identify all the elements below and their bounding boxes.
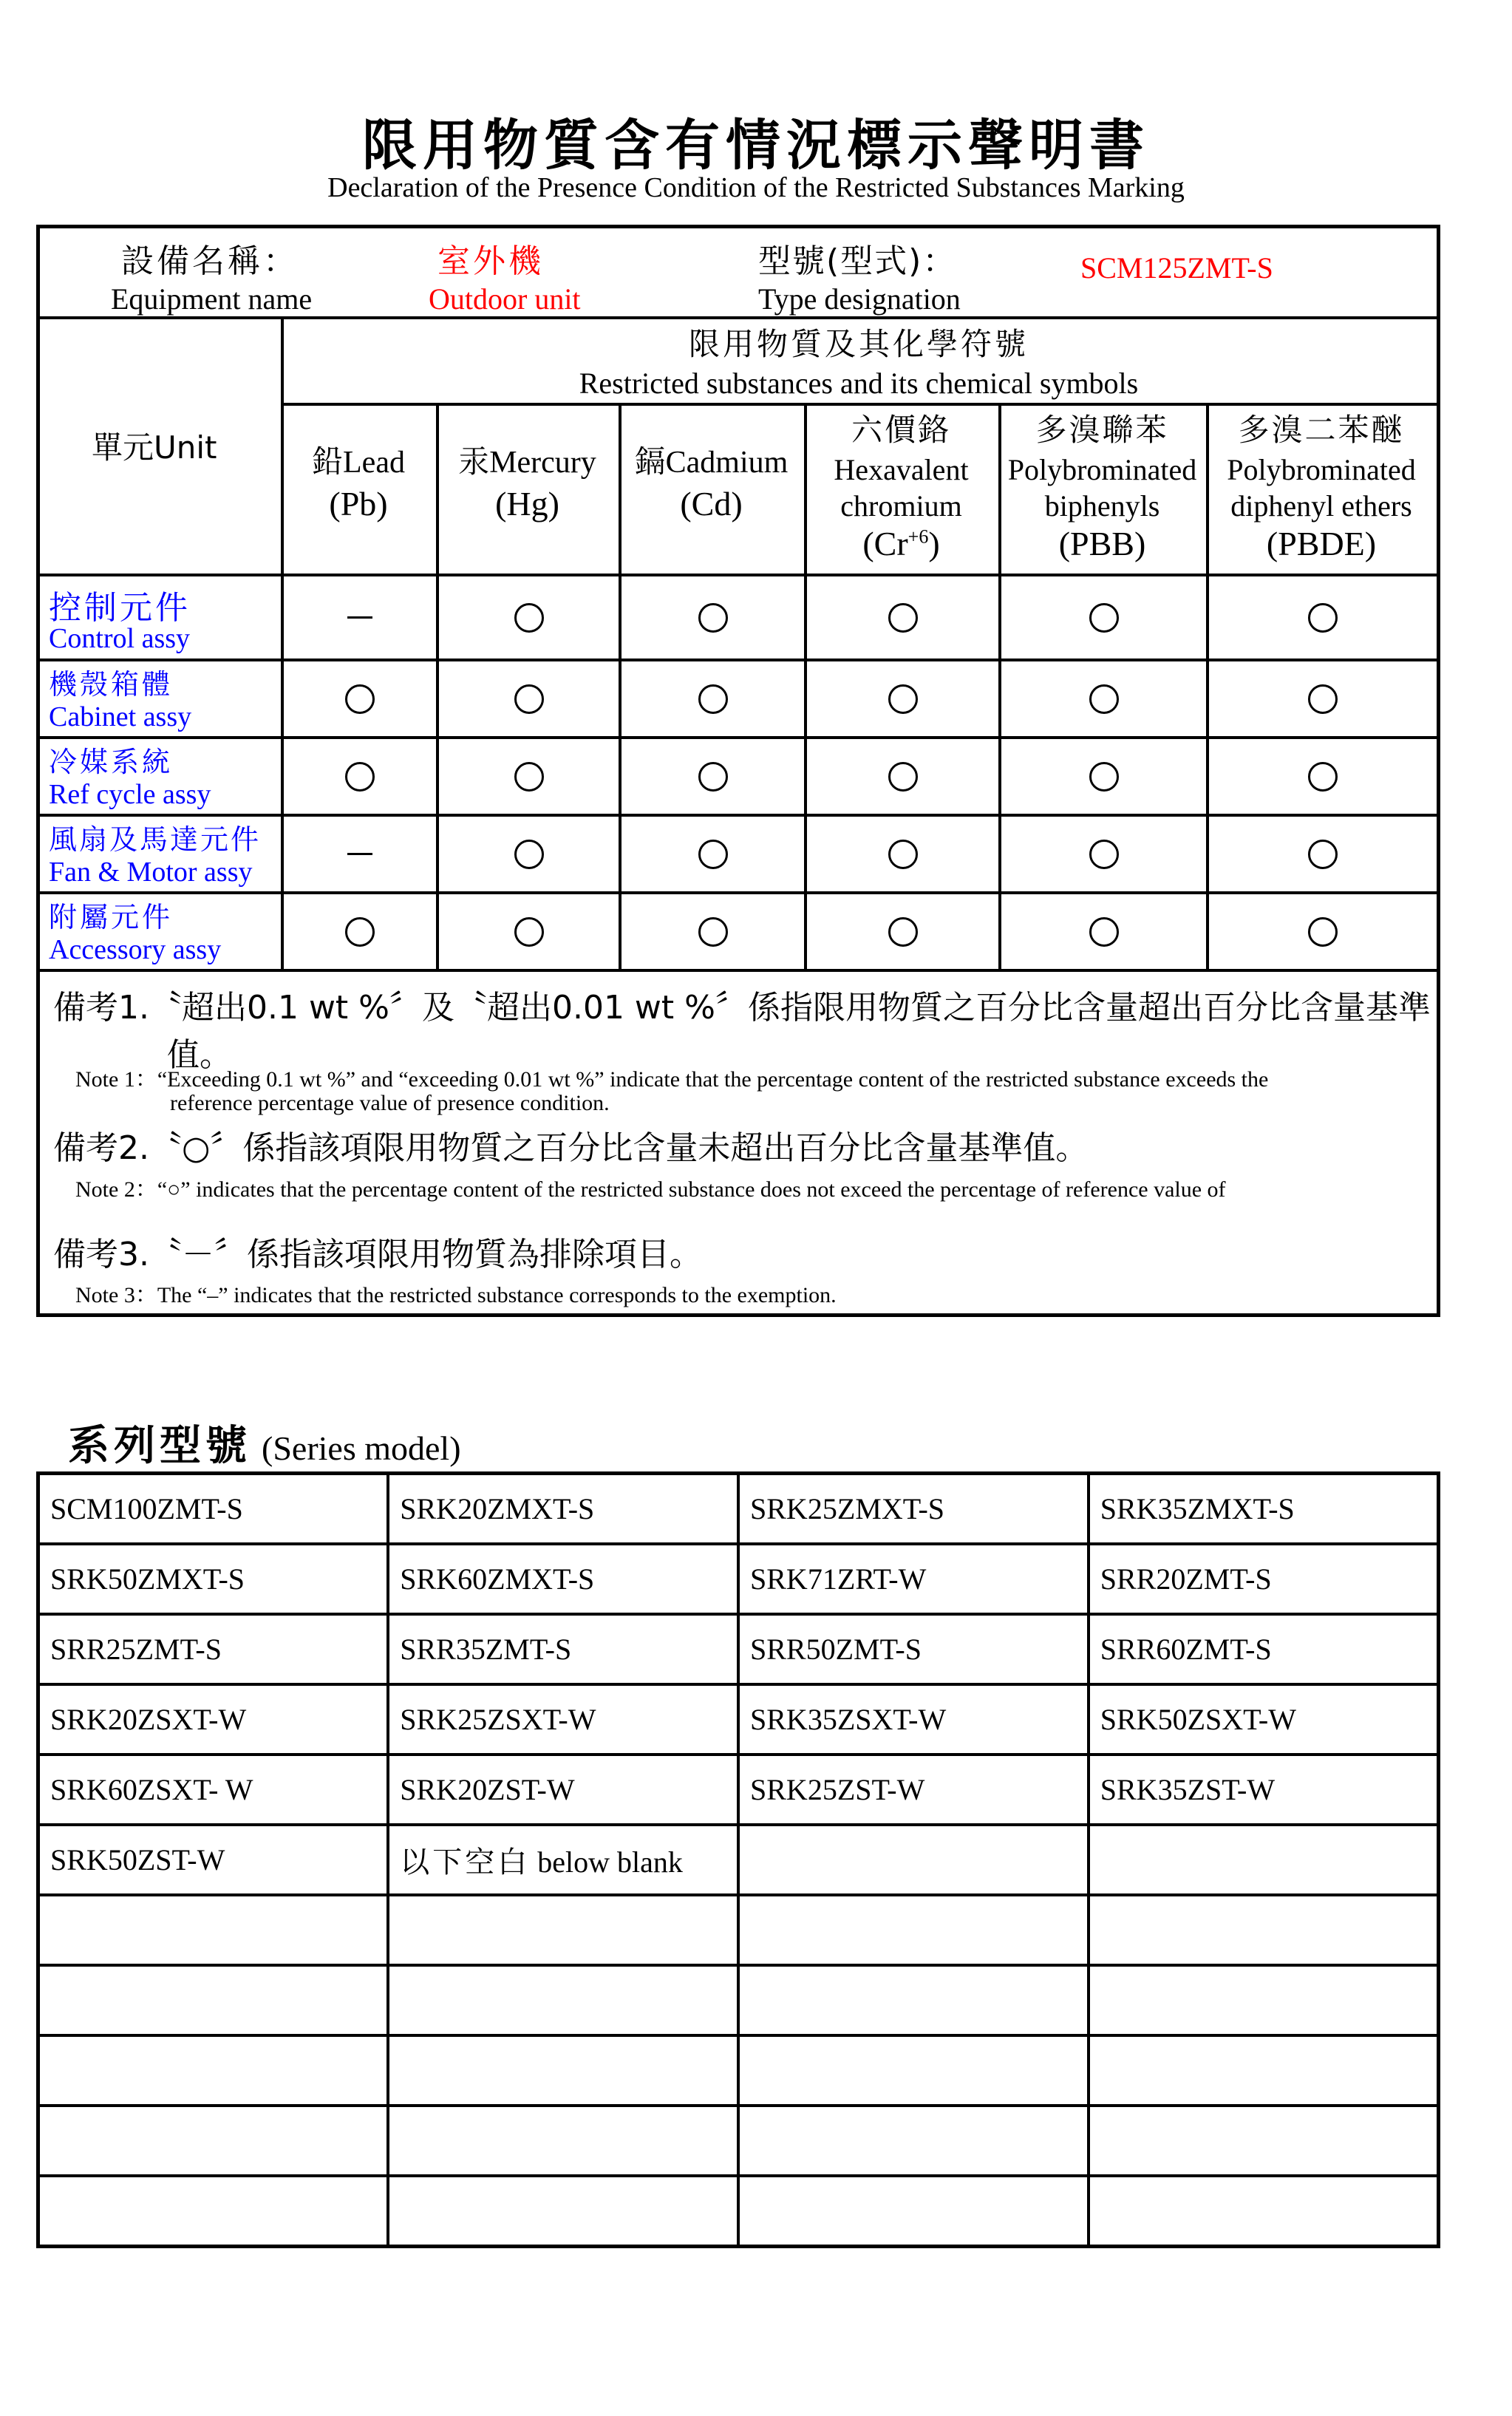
- mark-circle: [1308, 603, 1338, 633]
- series-cell: [1089, 2106, 1439, 2176]
- series-table: [36, 1471, 1440, 2248]
- table-row: [38, 1684, 1439, 1755]
- series-cell: SRK25ZST-W: [738, 1755, 1089, 1825]
- col-chromium-en2: chromium: [840, 489, 962, 523]
- series-cell: SRR25ZMT-S: [38, 1614, 389, 1684]
- mark-circle: [888, 762, 918, 792]
- series-cell: SCM100ZMT-S: [38, 1474, 389, 1545]
- row-label-control-en: Control assy: [49, 623, 191, 654]
- note-1-zh-cont: 值。: [167, 1036, 232, 1074]
- col-pbb-symbol: (PBB): [1058, 525, 1146, 562]
- mark-circle: [345, 684, 375, 714]
- substances-header: 限用物質及其化學符號: [688, 326, 1029, 362]
- mark-circle: [698, 684, 728, 714]
- equipment-value-en: Outdoor unit: [429, 282, 581, 316]
- note-1-zh: 備考1.〝超出0.1 wt %〞及〝超出0.01 wt %〞係指限用物質之百分比含量超出百分比含量基準: [53, 989, 1431, 1027]
- col-pbb-en2: biphenyls: [1044, 489, 1160, 523]
- series-cell: SRK35ZMXT-S: [1089, 1474, 1439, 1545]
- col-cadmium-symbol: (Cd): [680, 485, 743, 523]
- series-cell: SRK71ZRT-W: [738, 1544, 1089, 1614]
- table-row: [38, 2106, 1439, 2176]
- col-mercury: 汞Mercury: [458, 446, 596, 480]
- mark-circle: [1308, 917, 1338, 947]
- mark-circle: [698, 917, 728, 947]
- row-label-fan-motor-en: Fan & Motor assy: [49, 857, 253, 888]
- col-lead: 鉛Lead: [312, 446, 405, 480]
- series-cell: SRK25ZMXT-S: [738, 1474, 1089, 1545]
- table-row: [38, 1614, 1439, 1684]
- series-cell: SRR50ZMT-S: [738, 1614, 1089, 1684]
- series-cell: SRK20ZSXT-W: [38, 1684, 389, 1755]
- series-cell: SRK35ZST-W: [1089, 1755, 1439, 1825]
- col-lead-symbol: (Pb): [329, 485, 388, 523]
- series-cell: SRK20ZMXT-S: [388, 1474, 738, 1545]
- mark-circle: [1308, 762, 1338, 792]
- mark-circle: [1089, 762, 1119, 792]
- col-pbb: 多溴聯苯: [1035, 412, 1169, 448]
- note-2-en: Note 2：“○” indicates that the percentage content of the restricted substance does not exceed the percentage of reference value of: [75, 1177, 1226, 1202]
- series-cell: SRR35ZMT-S: [388, 1614, 738, 1684]
- series-cell: [38, 2106, 389, 2176]
- mark-circle: [1308, 840, 1338, 869]
- mark-circle: [1089, 917, 1119, 947]
- note-1-en: Note 1：“Exceeding 0.1 wt %” and “exceeding 0.01 wt %” indicate that the percentage content of the restricted substance exceeds the: [75, 1067, 1269, 1092]
- series-cell: [38, 2035, 389, 2106]
- table-row: [38, 1965, 1439, 2035]
- series-title-en: (Series model): [262, 1429, 461, 1467]
- col-pbde-en2: diphenyl ethers: [1230, 489, 1412, 523]
- row-label-accessory: 附屬元件: [49, 901, 174, 933]
- mark-circle: [514, 603, 544, 633]
- col-cadmium: 鎘Cadmium: [634, 446, 789, 480]
- series-cell: SRK60ZSXT- W: [38, 1755, 389, 1825]
- series-cell: SRK50ZST-W: [38, 1825, 389, 1895]
- col-mercury-symbol: (Hg): [495, 485, 559, 523]
- row-label-accessory-en: Accessory assy: [49, 934, 222, 965]
- series-cell: 以下空白 below blank: [388, 1825, 738, 1895]
- type-value: SCM125ZMT-S: [1080, 251, 1273, 285]
- unit-header: 單元Unit: [92, 429, 217, 466]
- type-label: 型號(型式)：: [758, 242, 957, 280]
- row-label-fan-motor: 風扇及馬達元件: [49, 823, 262, 856]
- page-subtitle: Declaration of the Presence Condition of the Restricted Substances Marking: [327, 172, 1185, 203]
- series-cell: [1089, 1895, 1439, 1965]
- mark-circle: [698, 603, 728, 633]
- series-cell: [738, 1895, 1089, 1965]
- series-cell: SRK60ZMXT-S: [388, 1544, 738, 1614]
- mark-circle: [514, 917, 544, 947]
- note-3-zh: 備考3.〝－〞係指該項限用物質為排除項目。: [53, 1236, 702, 1273]
- mark-circle: [888, 603, 918, 633]
- series-cell: [738, 1965, 1089, 2035]
- note-2-zh: 備考2.〝○〞係指該項限用物質之百分比含量未超出百分比含量基準值。: [53, 1129, 1089, 1167]
- col-chromium-en1: Hexavalent: [834, 453, 969, 486]
- marks-grid: [40, 228, 1437, 969]
- mark-circle: [888, 840, 918, 869]
- table-row: [38, 2035, 1439, 2106]
- mark-circle: [1308, 684, 1338, 714]
- col-chromium-symbol: $(Cr^{+6})$: [862, 525, 940, 562]
- substances-header-en: Restricted substances and its chemical symbols: [579, 367, 1139, 400]
- mark-circle: [888, 684, 918, 714]
- table-row: [38, 2176, 1439, 2247]
- col-chromium: 六價鉻: [851, 412, 951, 448]
- mark-circle: [1089, 684, 1119, 714]
- row-label-cabinet: 機殼箱體: [49, 668, 174, 701]
- equipment-value: 室外機: [437, 242, 544, 280]
- equipment-label: 設備名稱：: [121, 242, 299, 280]
- series-cell: SRK20ZST-W: [388, 1755, 738, 1825]
- series-title: [68, 1413, 461, 1472]
- row-label-ref-cycle: 冷媒系統: [49, 746, 174, 778]
- series-cell: SRK35ZSXT-W: [738, 1684, 1089, 1755]
- declaration-table: [36, 225, 1440, 1317]
- series-cell: [1089, 2176, 1439, 2247]
- note-1-en-cont: reference percentage value of presence condition.: [170, 1091, 610, 1115]
- mark-dash: [347, 616, 372, 619]
- series-cell: [388, 1895, 738, 1965]
- mark-circle: [345, 762, 375, 792]
- col-pbde-en1: Polybrominated: [1227, 453, 1416, 486]
- table-row: [38, 1825, 1439, 1895]
- table-row: [38, 1474, 1439, 1545]
- series-cell: [38, 1965, 389, 2035]
- grid-line: [40, 969, 1437, 972]
- series-cell: [1089, 1965, 1439, 2035]
- series-title-zh: 系列型號: [68, 1422, 251, 1470]
- page-title: 限用物質含有情況標示聲明書: [362, 114, 1150, 177]
- table-row: [38, 1755, 1439, 1825]
- table-row: [38, 1544, 1439, 1614]
- series-cell: [738, 1825, 1089, 1895]
- mark-circle: [698, 840, 728, 869]
- series-cell: [38, 2176, 389, 2247]
- mark-dash: [347, 853, 372, 855]
- mark-circle: [888, 917, 918, 947]
- mark-circle: [345, 917, 375, 947]
- series-cell: SRR20ZMT-S: [1089, 1544, 1439, 1614]
- table-row: [38, 1895, 1439, 1965]
- col-pbde-symbol: (PBDE): [1266, 525, 1377, 562]
- series-cell: [738, 2176, 1089, 2247]
- series-cell: SRK50ZSXT-W: [1089, 1684, 1439, 1755]
- type-label-en: Type designation: [758, 282, 961, 316]
- mark-circle: [514, 762, 544, 792]
- mark-circle: [1089, 603, 1119, 633]
- series-cell: SRK25ZSXT-W: [388, 1684, 738, 1755]
- series-cell: [388, 2035, 738, 2106]
- series-cell: [388, 2176, 738, 2247]
- series-cell: [388, 1965, 738, 2035]
- series-cell: [738, 2106, 1089, 2176]
- row-label-control: 控制元件: [49, 589, 191, 627]
- mark-circle: [698, 762, 728, 792]
- series-cell: [738, 2035, 1089, 2106]
- series-cell: SRR60ZMT-S: [1089, 1614, 1439, 1684]
- mark-circle: [1089, 840, 1119, 869]
- row-label-ref-cycle-en: Ref cycle assy: [49, 779, 211, 810]
- col-pbde: 多溴二苯醚: [1238, 412, 1405, 448]
- series-cell: [388, 2106, 738, 2176]
- note-3-en: Note 3：The “–” indicates that the restricted substance corresponds to the exemption.: [75, 1283, 837, 1307]
- row-label-cabinet-en: Cabinet assy: [49, 701, 192, 732]
- series-cell: [38, 1895, 389, 1965]
- equipment-label-en: Equipment name: [111, 282, 313, 316]
- series-cell: [1089, 1825, 1439, 1895]
- mark-circle: [514, 840, 544, 869]
- col-pbb-en1: Polybrominated: [1007, 453, 1197, 486]
- series-cell: [1089, 2035, 1439, 2106]
- series-cell: SRK50ZMXT-S: [38, 1544, 389, 1614]
- mark-circle: [514, 684, 544, 714]
